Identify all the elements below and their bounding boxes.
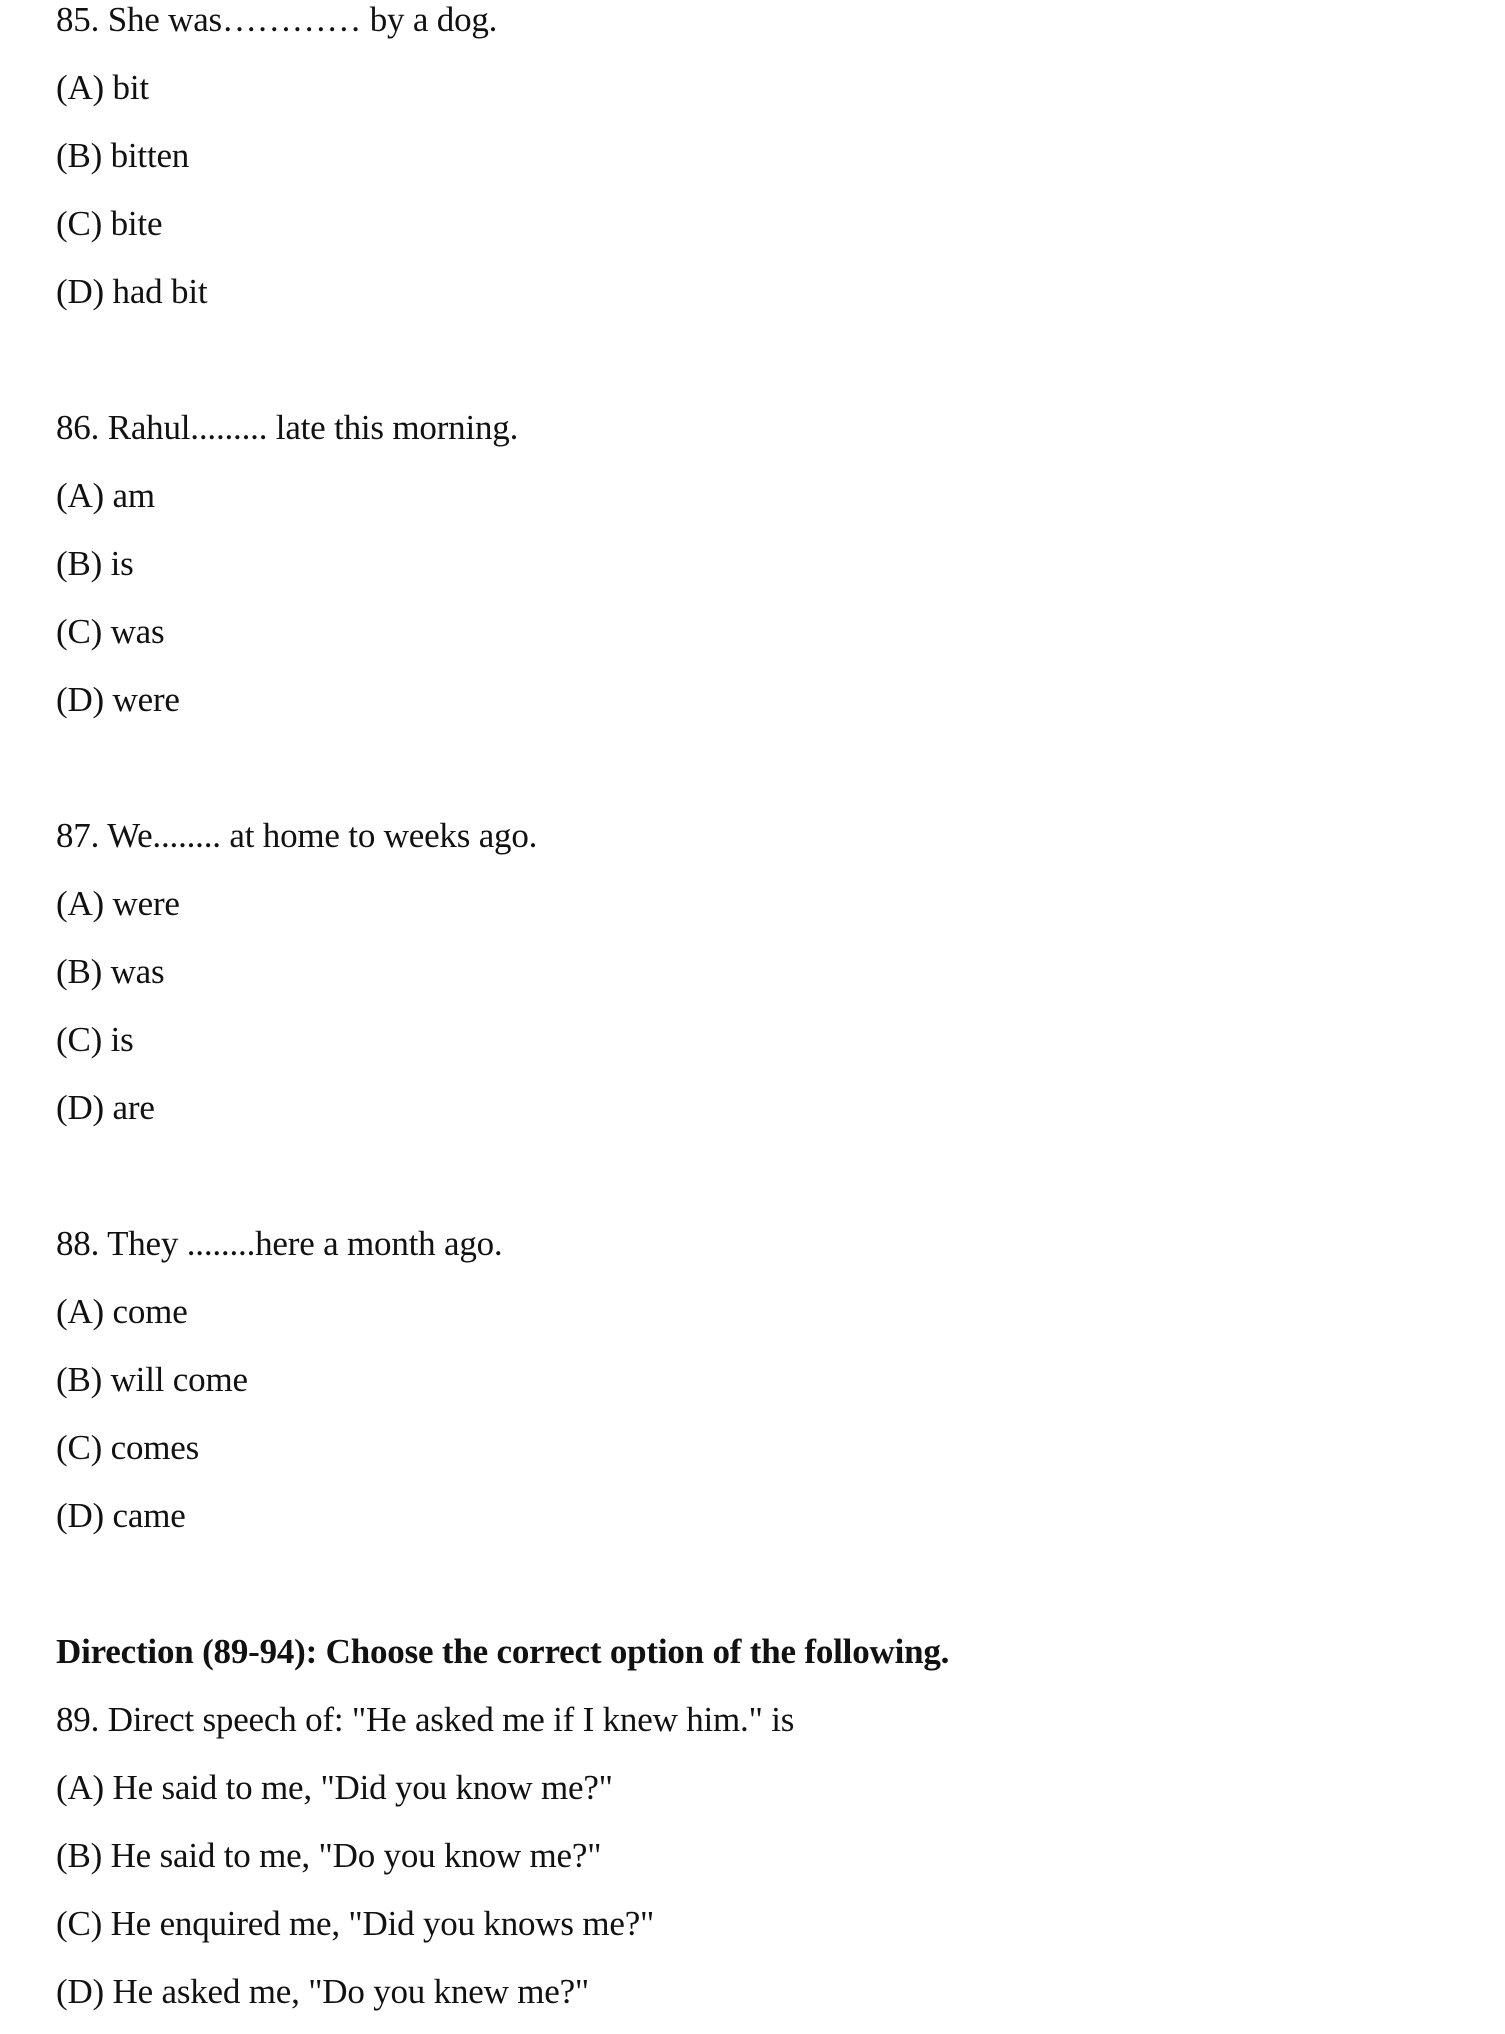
document-page xyxy=(56,0,1505,2026)
option-a: (A) bit xyxy=(56,68,149,107)
option-b: (B) will come xyxy=(56,1360,248,1399)
question-stem: 85. She was………… by a dog. xyxy=(56,0,498,39)
question-stem: 86. Rahul......... late this morning. xyxy=(56,408,519,447)
question-stem: 88. They ........here a month ago. xyxy=(56,1224,503,1263)
option-a: (A) were xyxy=(56,884,180,923)
question-stem: 87. We........ at home to weeks ago. xyxy=(56,816,538,855)
option-d: (D) He asked me, "Do you knew me?" xyxy=(56,1972,589,2011)
option-b: (B) was xyxy=(56,952,165,991)
question-stem: 89. Direct speech of: "He asked me if I knew him." is xyxy=(56,1700,795,1739)
spacer xyxy=(56,1142,1505,1210)
option-c: (C) He enquired me, "Did you knows me?" xyxy=(56,1904,655,1943)
option-c: (C) was xyxy=(56,612,165,651)
option-d: (D) had bit xyxy=(56,272,208,311)
option-d: (D) are xyxy=(56,1088,155,1127)
option-a: (A) come xyxy=(56,1292,188,1331)
option-a: (A) am xyxy=(56,476,155,515)
option-b: (B) is xyxy=(56,544,134,583)
option-c: (C) is xyxy=(56,1020,134,1059)
option-c: (C) comes xyxy=(56,1428,200,1467)
question-86 xyxy=(56,394,1505,734)
option-c: (C) bite xyxy=(56,204,163,243)
spacer xyxy=(56,326,1505,394)
option-d: (D) were xyxy=(56,680,180,719)
direction-heading: Direction (89-94): Choose the correct option of the following. xyxy=(56,1632,950,1671)
question-88 xyxy=(56,1210,1505,1550)
option-d: (D) came xyxy=(56,1496,186,1535)
question-89 xyxy=(56,1686,1505,2026)
spacer xyxy=(56,734,1505,802)
question-85 xyxy=(56,0,1505,326)
question-87 xyxy=(56,802,1505,1142)
option-b: (B) He said to me, "Do you know me?" xyxy=(56,1836,602,1875)
option-a: (A) He said to me, "Did you know me?" xyxy=(56,1768,613,1807)
option-b: (B) bitten xyxy=(56,136,190,175)
spacer xyxy=(56,1550,1505,1618)
